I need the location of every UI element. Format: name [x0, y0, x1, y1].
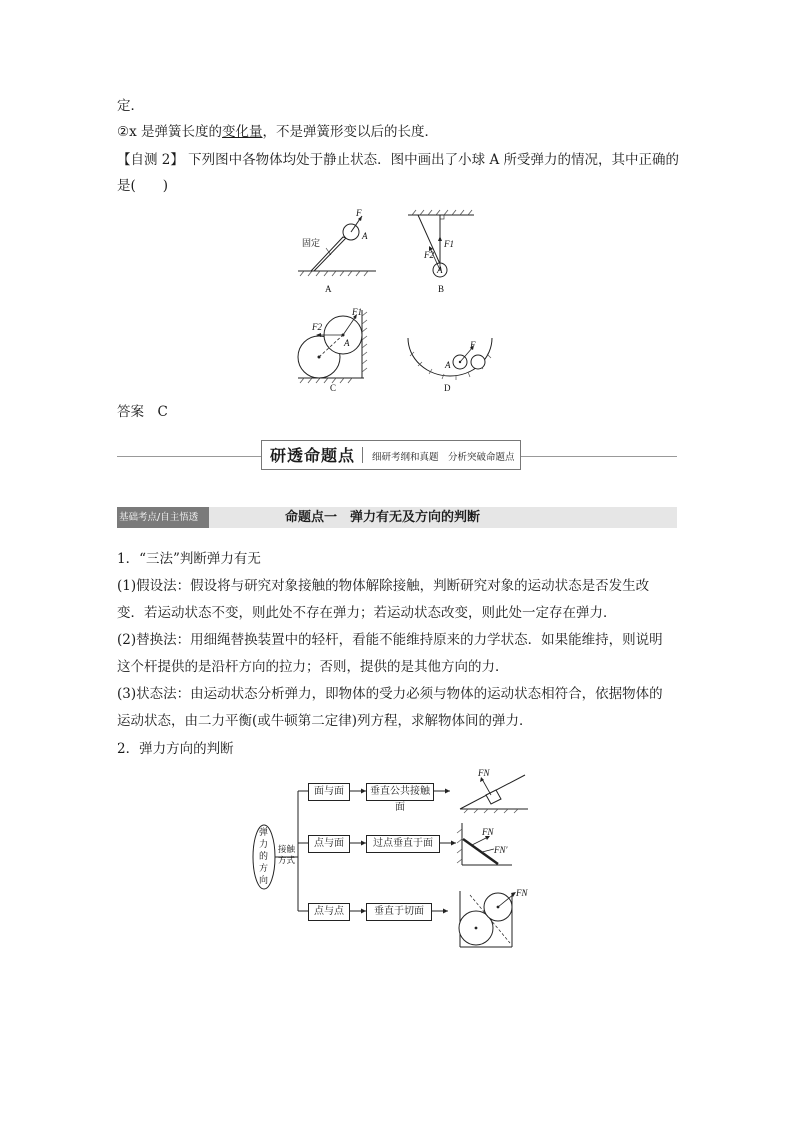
para-4b: 运动状态，由二力平衡(或牛顿第二定律)列方程，求解物体间的弹力．	[117, 713, 533, 729]
section-title: 命题点一 弹力有无及方向的判断	[285, 510, 481, 525]
svg-text:接触: 接触	[278, 845, 296, 855]
question-line-1: 【自测 2】 下列图中各物体均处于静止状态．图中画出了小球 A 所受弹力的情况，其中正确的	[117, 152, 680, 168]
section-banner	[117, 440, 677, 470]
para-5: 2．弹力方向的判断	[117, 741, 234, 757]
para-3a: (2)替换法：用细绳替换装置中的轻杆，看能不能维持原来的力学状态．如果能维持，则说明	[117, 632, 663, 648]
answer	[117, 403, 168, 421]
node-rule-2: 过点垂直于面	[366, 835, 440, 853]
question-line-2: 是( )	[117, 178, 169, 194]
figure-c-caption: C	[330, 383, 337, 393]
figure-a	[296, 208, 386, 298]
svg-text:向: 向	[259, 876, 269, 886]
intro-line-2: ②x 是弹簧长度的变化量，不是弹簧形变以后的长度．	[117, 124, 439, 140]
para-1: 1．“三法”判断弹力有无	[117, 551, 261, 567]
answer-label: 答案	[117, 404, 144, 420]
figure-d	[404, 330, 494, 394]
fixed-label: 固定	[302, 238, 321, 248]
section-header	[117, 507, 677, 528]
force-f1-label: F1	[444, 239, 454, 249]
node-point-point: 点与点	[308, 903, 350, 921]
force-f1-label: F1	[352, 307, 362, 317]
svg-text:力: 力	[259, 840, 269, 850]
section-tag: 基础考点/自主悟透	[117, 507, 209, 528]
fn-label-2: FN	[482, 827, 494, 837]
ball-a-label: A	[344, 338, 350, 348]
force-f2-label: F2	[424, 250, 434, 260]
node-rule-1: 垂直公共接触面	[366, 783, 434, 801]
figure-b	[404, 208, 484, 298]
intro-line-1: 定．	[117, 98, 144, 114]
para-4a: (3)状态法：由运动状态分析弹力，即物体的受力必须与物体的运动状态相符合，依据物体的	[117, 686, 663, 702]
force-f-label: F	[470, 340, 476, 350]
banner-box	[261, 440, 521, 470]
svg-text:方: 方	[259, 864, 269, 874]
answer-value: C	[157, 404, 168, 420]
figure-d-caption: D	[444, 383, 451, 393]
ball-a-label: A	[437, 265, 443, 275]
svg-text:的: 的	[259, 852, 269, 862]
fn-label-1: FN	[478, 768, 490, 778]
para-2a: (1)假设法：假设将与研究对象接触的物体解除接触，判断研究对象的运动状态是否发生改	[117, 578, 650, 594]
para-3b: 这个杆提供的是沿杆方向的拉力；否则，提供的是其他方向的力．	[117, 659, 509, 675]
force-f2-label: F2	[312, 322, 322, 332]
ball-a-label: A	[362, 231, 368, 241]
figure-c	[296, 306, 376, 394]
node-point-surface: 点与面	[308, 835, 350, 853]
para-2b: 变．若运动状态不变，则此处不存在弹力；若运动状态改变，则此处一定存在弹力．	[117, 605, 617, 621]
fn-label-3: FN	[516, 888, 528, 898]
svg-text:方式: 方式	[278, 856, 296, 866]
figure-b-caption: B	[438, 284, 445, 294]
underlined-term: 变化量	[222, 124, 263, 140]
ball-a-label: A	[445, 360, 451, 370]
question-tag: 【自测 2】	[117, 152, 184, 168]
node-surface-surface: 面与面	[308, 783, 350, 801]
fn-prime-label: FN′	[494, 845, 508, 855]
banner-title: 研透命题点	[270, 446, 356, 465]
figure-a-caption: A	[325, 284, 332, 294]
node-rule-3: 垂直于切面	[366, 903, 432, 921]
force-f-label: F	[356, 208, 362, 218]
banner-subtitle: 细研考纲和真题 分析突破命题点	[372, 452, 515, 463]
svg-text:弹: 弹	[259, 828, 269, 838]
